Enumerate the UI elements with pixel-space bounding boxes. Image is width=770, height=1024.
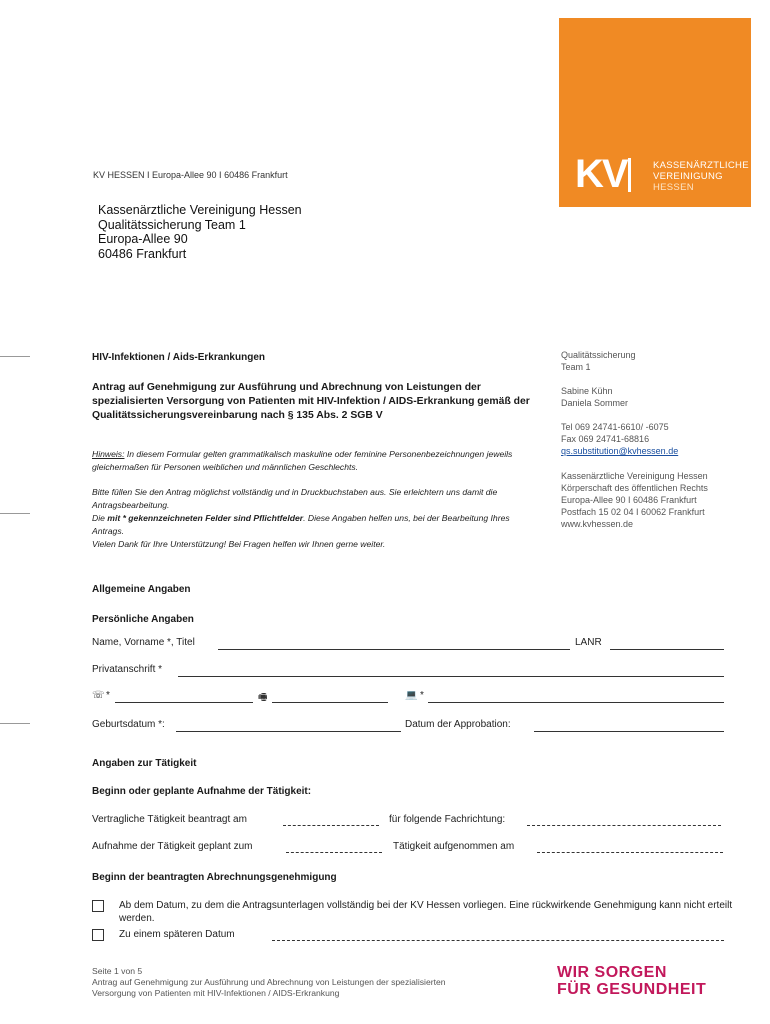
- name-label: Name, Vorname *, Titel: [92, 637, 195, 648]
- address-line: 60486 Frankfurt: [98, 246, 187, 261]
- side-contacts: [561, 385, 628, 409]
- section-billing-start: Beginn der beantragten Abrechnungsgenehmigung: [92, 872, 337, 883]
- planned-start-input[interactable]: [286, 852, 382, 854]
- later-date-input[interactable]: [272, 940, 724, 942]
- side-phone-block: [561, 421, 678, 457]
- instr-line-3: Vielen Dank für Ihre Unterstützung! Bei Fragen helfen wir Ihnen gerne weiter.: [92, 539, 386, 549]
- logo-mark: KV: [575, 152, 627, 196]
- computer-icon: 💻: [405, 690, 418, 701]
- section-personal: Persönliche Angaben: [92, 614, 194, 625]
- topic-heading: HIV-Infektionen / Aids-Erkrankungen: [92, 352, 265, 363]
- email-required: *: [420, 690, 424, 701]
- footer-title-line: Versorgung von Patienten mit HIV-Infektionen / AIDS-Erkrankung: [92, 988, 340, 998]
- side-org: [561, 470, 708, 530]
- lanr-label: LANR: [575, 637, 602, 648]
- side-fax: Fax 069 24741-68816: [561, 434, 650, 444]
- instr-post: . Diese Angaben helfen uns, bei der Bearbeitung Ihres Antrags.: [92, 513, 510, 536]
- recipient-address: [98, 203, 302, 261]
- fold-mark: [0, 723, 30, 724]
- logo-line-2: VEREINIGUNG: [653, 171, 723, 182]
- instr-line-2: [92, 512, 537, 538]
- page-number: Seite 1 von 5: [92, 966, 143, 976]
- phone-required: *: [106, 690, 110, 701]
- address-label: Privatanschrift *: [92, 664, 163, 675]
- org-line: Kassenärztliche Vereinigung Hessen: [561, 471, 708, 481]
- instr-bold: mit * gekennzeichneten Felder sind Pflichtfelder: [107, 513, 304, 523]
- phone-input[interactable]: [115, 702, 253, 703]
- logo-text: [653, 160, 749, 193]
- fold-mark: [0, 356, 30, 357]
- section-general: Allgemeine Angaben: [92, 584, 191, 595]
- contact-name: Daniela Sommer: [561, 398, 629, 408]
- section-activity: Angaben zur Tätigkeit: [92, 758, 197, 769]
- specialty-input[interactable]: [527, 825, 721, 827]
- option-later-date-checkbox[interactable]: [92, 929, 104, 941]
- logo-line-3: HESSEN: [653, 182, 694, 193]
- kv-hessen-logo: [559, 18, 751, 207]
- footer-title-line: Antrag auf Genehmigung zur Ausführung und Abrechnung von Leistungen der spezialisierten: [92, 977, 446, 987]
- sender-line: KV HESSEN I Europa-Allee 90 I 60486 Frankfurt: [93, 170, 288, 180]
- address-line: Qualitätssicherung Team 1: [98, 217, 246, 232]
- fax-icon: 🖷: [258, 692, 268, 703]
- address-input[interactable]: [178, 676, 724, 677]
- side-tel: Tel 069 24741-6610/ -6075: [561, 422, 669, 432]
- logo-line-1: KASSENÄRZTLICHE: [653, 160, 749, 171]
- approbation-input[interactable]: [534, 731, 724, 732]
- side-dept-line: Qualitätssicherung: [561, 350, 636, 360]
- address-line: Europa-Allee 90: [98, 232, 188, 246]
- page-footer: [92, 966, 446, 999]
- instr-line-1: Bitte füllen Sie den Antrag möglichst vollständig und in Druckbuchstaben aus. Sie erleichtern uns damit die Antragsbearbeitung.: [92, 487, 498, 510]
- lanr-input[interactable]: [610, 649, 724, 650]
- started-label: Tätigkeit aufgenommen am: [393, 841, 515, 852]
- name-input[interactable]: [218, 649, 570, 650]
- hint-body: In diesem Formular gelten grammatikalisch maskuline oder feminine Personenbezeichnungen jeweils gleichermaßen für Personen weiblichen und männlichen Geschlechts.: [92, 449, 513, 472]
- email-input[interactable]: [428, 702, 724, 703]
- approbation-label: Datum der Approbation:: [405, 719, 511, 730]
- contract-date-input[interactable]: [283, 825, 379, 827]
- section-activity-start: Beginn oder geplante Aufnahme der Tätigkeit:: [92, 786, 312, 797]
- email-link[interactable]: qs.substitution@kvhessen.de: [561, 446, 679, 456]
- planned-start-label: Aufnahme der Tätigkeit geplant zum: [92, 841, 253, 852]
- application-title: Antrag auf Genehmigung zur Ausführung und Abrechnung von Leistungen der spezialisierten Versorgung von Patienten mit HIV-Infektion / AIDS-Erkrankung gemäß der Qualitätssicherungsvereinbarung nach § 135 Abs. 2 SGB V: [92, 382, 530, 421]
- address-line: Kassenärztliche Vereinigung Hessen: [98, 203, 302, 217]
- slogan: [557, 964, 706, 998]
- fax-input[interactable]: [272, 702, 388, 703]
- org-line: Postfach 15 02 04 I 60062 Frankfurt: [561, 507, 705, 517]
- hint-text: [92, 448, 537, 474]
- slogan-line: WIR SORGEN: [557, 964, 667, 981]
- org-line: Europa-Allee 90 I 60486 Frankfurt: [561, 495, 697, 505]
- birthdate-label: Geburtsdatum *:: [92, 719, 165, 730]
- website-link[interactable]: www.kvhessen.de: [561, 519, 634, 529]
- option-later-date-label: Zu einem späteren Datum: [119, 929, 235, 940]
- contact-name: Sabine Kühn: [561, 386, 613, 396]
- contract-label: Vertragliche Tätigkeit beantragt am: [92, 814, 247, 825]
- side-dept-line: Team 1: [561, 362, 591, 372]
- fold-mark: [0, 513, 30, 514]
- option-complete-docs-checkbox[interactable]: [92, 900, 104, 912]
- phone-icon: ☏: [92, 690, 105, 701]
- option-complete-docs-label: Ab dem Datum, zu dem die Antragsunterlagen vollständig bei der KV Hessen vorliegen. Eine rückwirkende Genehmigung kann nicht erteilt werden.: [119, 900, 733, 924]
- hint-label: Hinweis:: [92, 449, 125, 459]
- side-dept: [561, 349, 636, 373]
- birthdate-input[interactable]: [176, 731, 401, 732]
- instructions: [92, 486, 537, 551]
- instr-pre: Die: [92, 513, 108, 523]
- logo-divider: [628, 158, 631, 192]
- slogan-line: FÜR GESUNDHEIT: [557, 981, 707, 998]
- org-line: Körperschaft des öffentlichen Rechts: [561, 483, 708, 493]
- started-input[interactable]: [537, 852, 723, 854]
- specialty-label: für folgende Fachrichtung:: [389, 814, 506, 825]
